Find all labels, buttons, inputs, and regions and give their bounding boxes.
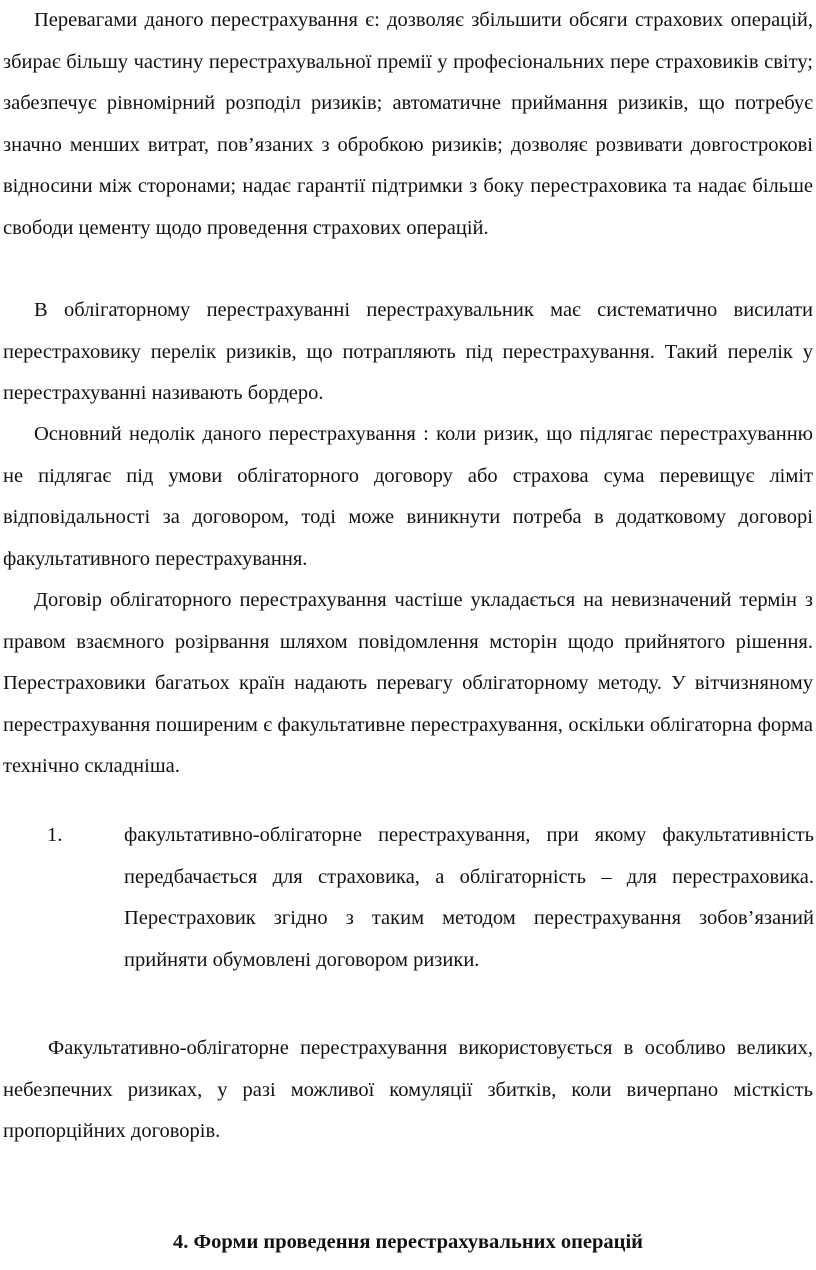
paragraph-fac-oblig-usage: Факультативно-облігаторне перестрахування використовується в особливо великих, небезпечних ризиках, у разі можливої комуляції збитків, коли вичерпано місткість пропорційних договорів. bbox=[3, 1037, 813, 1142]
section-heading: 4. Форми проведення перестрахувальних операцій bbox=[173, 1231, 643, 1253]
list-item-text: факультативно-облігаторне перестрахування, при якому факультативність передбачається для страховика, а облігаторність – для перестраховика. Перестраховик згідно з таким методом перестрахування зобов’язаний прийняти обумовлені договором ризики. bbox=[124, 824, 814, 971]
list-item-number: 1. bbox=[47, 824, 63, 846]
paragraph-advantages: Перевагами даного перестрахування є: дозволяє збільшити обсяги страхових операцій, збирає більшу частину перестрахувальної премії у професіональних пере страховиків світу; забезпечує рівномірний розподіл ризиків; автоматичне приймання ризиків, що потребує значно менших витрат, пов’язаних з обробкою ризиків; дозволяє розвивати довгострокові відносини між сторонами; надає гарантії підтримки з боку перестраховика та надає більше свободи цементу щодо проведення страхових операцій. bbox=[3, 9, 813, 239]
paragraph-bordereau: В облігаторному перестрахуванні перестрахувальник має систематично висилати перестраховику перелік ризиків, що потрапляють під перестрахування. Такий перелік у перестрахуванні називають бордеро. bbox=[3, 299, 813, 404]
paragraph-contract-term: Договір облігаторного перестрахування частіше укладається на невизначений термін з правом взаємного розірвання шляхом повідомлення мсторін щодо прийнятого рішення. Перестраховики багатьох країн надають перевагу облігаторному методу. У вітчизняному перестрахування поширеним є факультативне перестрахування, оскільки облігаторна форма технічно складніша. bbox=[3, 589, 813, 777]
paragraph-disadvantage: Основний недолік даного перестрахування : коли ризик, що підлягає перестрахуванню не підлягає під умови облігаторного договору або страхова сума перевищує ліміт відповідальності за договором, тоді може виникнути потреба в додатковому договорі факультативного перестрахування. bbox=[3, 423, 813, 570]
